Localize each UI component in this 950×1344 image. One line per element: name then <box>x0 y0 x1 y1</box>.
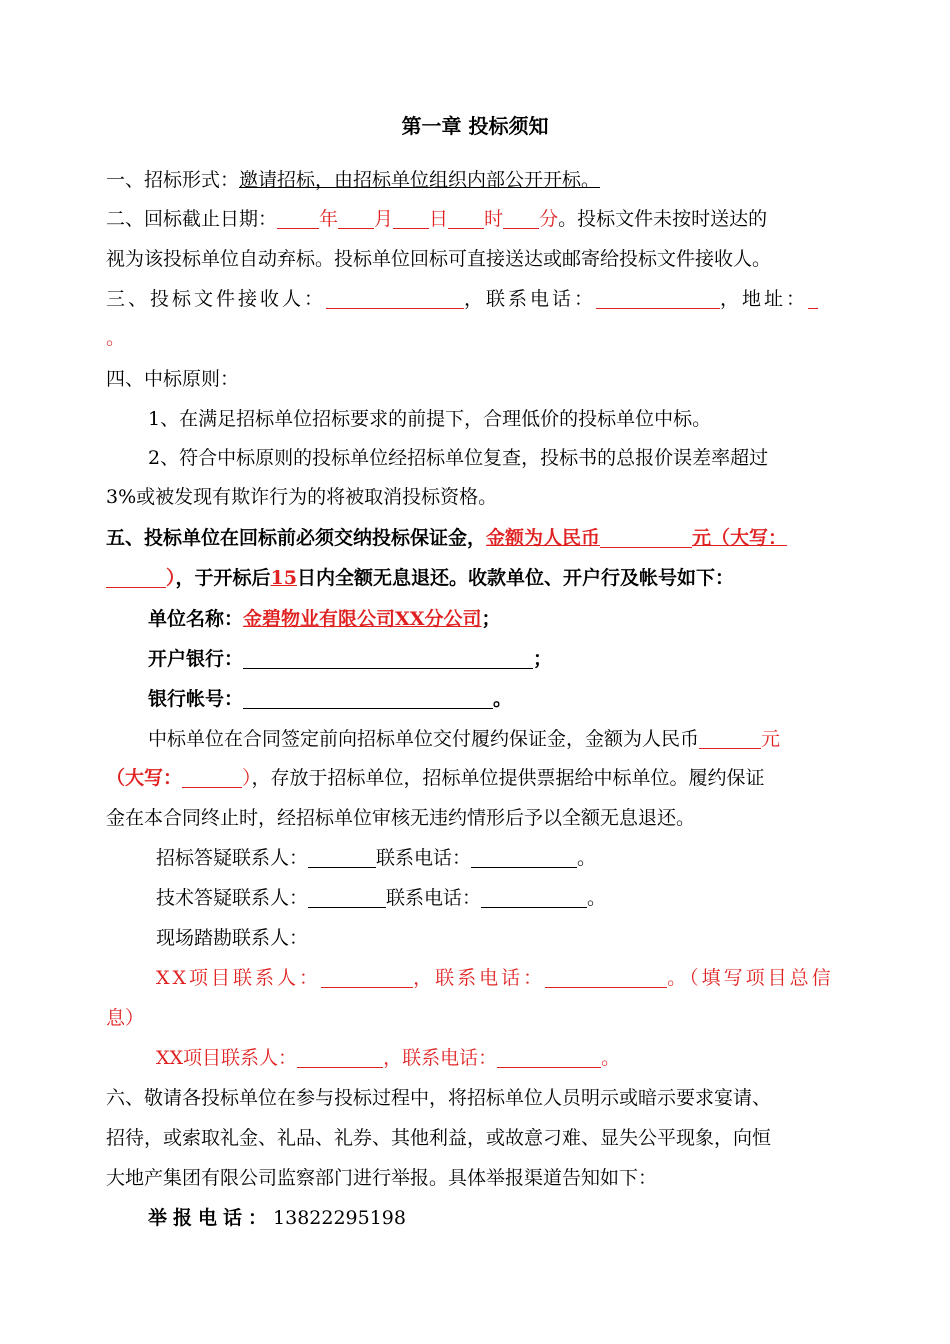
tech-contact-label: 技术答疑联系人： <box>156 887 309 909</box>
qa-phone-blank[interactable] <box>471 847 577 868</box>
deposit-yuan-label: 元（大写： <box>692 527 788 549</box>
project-phone-label-2: ，联系电话： <box>383 1047 498 1069</box>
refund-text-b: 日内全额无息退还。收款单位、开户行及帐号如下： <box>296 567 734 589</box>
project-contact-row-2 <box>156 1046 620 1070</box>
performance-line-1 <box>148 727 780 751</box>
project-contact-row-1 <box>156 966 834 990</box>
performance-capital-blank[interactable] <box>182 767 242 788</box>
performance-yuan: 元 <box>761 728 781 750</box>
project-note-line-2: 息） <box>106 1007 145 1029</box>
address-blank[interactable] <box>808 288 818 309</box>
bank-semicolon: ； <box>533 648 553 670</box>
bank-blank[interactable] <box>243 648 533 669</box>
performance-line-2 <box>106 766 765 790</box>
deposit-capital-blank[interactable] <box>106 567 166 588</box>
section-5-line-1 <box>106 526 787 550</box>
section-3 <box>106 287 818 311</box>
hotline-label: 举报电话： <box>148 1207 274 1229</box>
bank-label: 开户银行： <box>148 648 244 670</box>
hour-label: 时 <box>484 208 504 230</box>
section-2-line-2: 视为该投标单位自动弃标。投标单位回标可直接送达或邮寄给投标文件接收人。 <box>106 248 772 270</box>
section-6-line-1: 六、敬请各投标单位在参与投标过程中，将招标单位人员明示或暗示要求宴请、 <box>106 1087 772 1109</box>
performance-amount-blank[interactable] <box>699 728 761 749</box>
performance-text-2: ，存放于招标单位，招标单位提供票据给中标单位。履约保证 <box>251 767 765 789</box>
address-period: 。 <box>106 327 126 349</box>
month-label: 月 <box>374 208 394 230</box>
section-1-text: 邀请招标，由招标单位组织内部公开开标。 <box>239 169 601 191</box>
deposit-requirement: 五、投标单位在回标前必须交纳投标保证金， <box>106 527 487 549</box>
deposit-close-paren: ） <box>166 567 176 589</box>
project-period-2: 。 <box>601 1047 621 1069</box>
performance-line-3: 金在本合同终止时，经招标单位审核无违约情形后予以全额无息退还。 <box>106 807 696 829</box>
section-6-line-3: 大地产集团有限公司监察部门进行举报。具体举报渠道告知如下： <box>106 1167 658 1189</box>
section-1 <box>106 168 600 192</box>
performance-close-paren: ） <box>242 767 252 789</box>
receiver-label: 三、投标文件接收人： <box>106 288 327 310</box>
project-phone-label-1: ，联系电话： <box>413 967 546 989</box>
project-note: 。（填写项目总信 <box>667 967 834 989</box>
qa-contact-label: 招标答疑联系人： <box>156 847 309 869</box>
minute-blank[interactable] <box>503 208 539 229</box>
deposit-amount-label: 金额为人民币 <box>486 527 601 549</box>
receiver-blank[interactable] <box>326 288 464 309</box>
project-contact-blank-2[interactable] <box>297 1047 383 1068</box>
tech-phone-label: 联系电话： <box>386 887 482 909</box>
unit-name-value: 金碧物业有限公司XX分公司 <box>243 608 482 630</box>
section-4-heading: 四、中标原则： <box>106 368 240 390</box>
section-6-line-2: 招待，或索取礼金、礼品、礼券、其他利益，或故意刁难、显失公平现象，向恒 <box>106 1127 772 1149</box>
day-label: 日 <box>429 208 449 230</box>
unit-name-semicolon: ； <box>481 608 501 630</box>
tech-period: 。 <box>587 887 607 909</box>
section-2-line-1 <box>106 207 767 231</box>
site-contact-row: 现场踏勘联系人： <box>156 927 309 949</box>
deadline-suffix: 。投标文件未按时送达的 <box>558 208 768 230</box>
principle-2-line-1: 2、符合中标原则的投标单位经招标单位复查，投标书的总报价误差率超过 <box>148 447 769 469</box>
section-5-line-2 <box>106 566 734 590</box>
receiver-phone-label: ，联系电话： <box>464 288 597 310</box>
refund-text-a: ，于开标后 <box>175 567 271 589</box>
tech-contact-row <box>156 886 606 910</box>
project-contact-label-2: XX项目联系人： <box>156 1047 298 1069</box>
year-blank[interactable] <box>277 208 319 229</box>
bank-row <box>148 647 552 671</box>
project-phone-blank-1[interactable] <box>545 967 667 988</box>
account-row <box>148 687 512 711</box>
page-title: 第一章 投标须知 <box>401 114 549 138</box>
account-label: 银行帐号： <box>148 688 244 710</box>
deposit-amount-blank[interactable] <box>600 527 692 548</box>
year-label: 年 <box>319 208 339 230</box>
account-period: 。 <box>493 688 513 710</box>
month-blank[interactable] <box>338 208 374 229</box>
account-blank[interactable] <box>243 688 493 709</box>
refund-days: 15 <box>270 567 297 589</box>
principle-1: 1、在满足招标单位招标要求的前提下，合理低价的投标单位中标。 <box>148 408 712 430</box>
project-contact-label-1: XX项目联系人： <box>156 967 322 989</box>
qa-contact-row <box>156 846 596 870</box>
qa-period: 。 <box>577 847 597 869</box>
project-phone-blank-2[interactable] <box>497 1047 601 1068</box>
minute-label: 分 <box>539 208 559 230</box>
unit-name-label: 单位名称： <box>148 608 244 630</box>
qa-contact-blank[interactable] <box>308 847 376 868</box>
hotline-number: 13822295198 <box>273 1207 406 1229</box>
principle-2-line-2: 3%或被发现有欺诈行为的将被取消投标资格。 <box>106 486 498 508</box>
hotline-row <box>148 1206 406 1230</box>
deadline-label: 二、回标截止日期： <box>106 208 278 230</box>
tech-contact-blank[interactable] <box>308 887 386 908</box>
address-label: ，地址： <box>720 288 809 310</box>
qa-phone-label: 联系电话： <box>376 847 472 869</box>
day-blank[interactable] <box>393 208 429 229</box>
receiver-phone-blank[interactable] <box>596 288 720 309</box>
performance-daxie-label: （大写： <box>106 767 183 789</box>
hour-blank[interactable] <box>448 208 484 229</box>
project-contact-blank-1[interactable] <box>321 967 413 988</box>
section-1-prefix: 一、招标形式： <box>106 169 240 191</box>
performance-text-1: 中标单位在合同签定前向招标单位交付履约保证金，金额为人民币 <box>148 728 700 750</box>
unit-name-row <box>148 607 501 631</box>
tech-phone-blank[interactable] <box>481 887 587 908</box>
